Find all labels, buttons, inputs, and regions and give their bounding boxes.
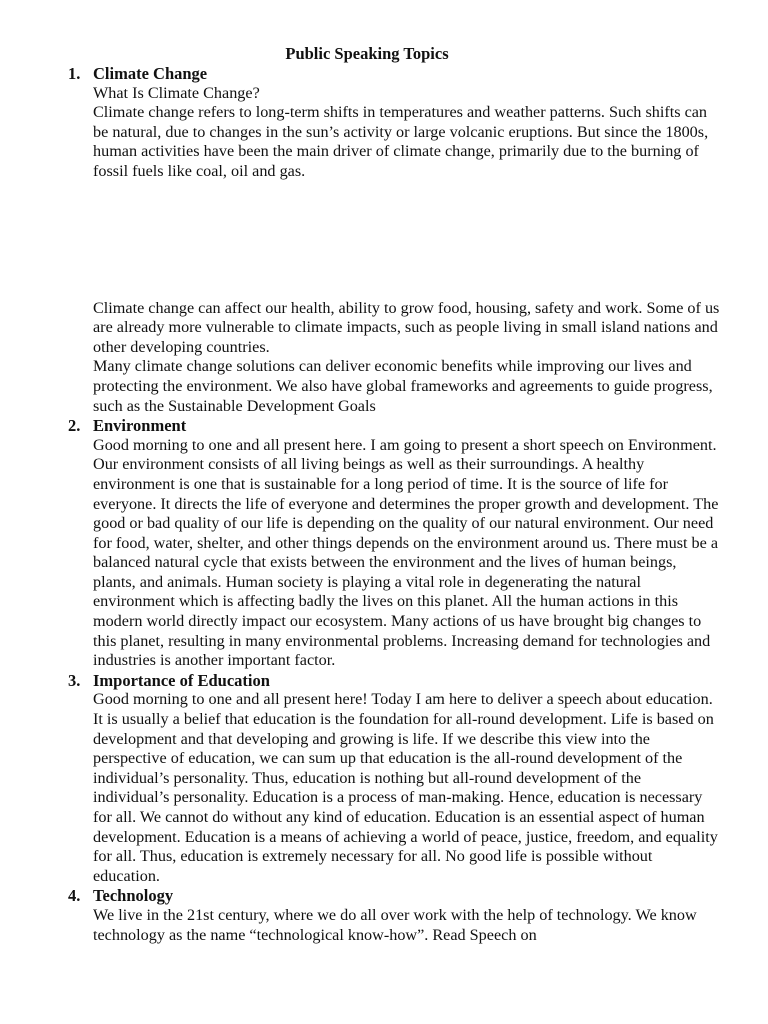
topic-subheading: What Is Climate Change? <box>93 83 260 102</box>
topic-list <box>0 64 768 945</box>
topic-paragraph: Climate change can affect our health, ability to grow food, housing, safety and work. Some of us are already more vulnerable to climate impacts, such as people living in small island nations and other developing countries. <box>93 298 720 356</box>
topic-technology <box>0 886 721 945</box>
topic-paragraph: Good morning to one and all present here. I am going to present a short speech on Environment. Our environment consists of all living beings as well as their surroundings. A healthy environment is one that is sustainable for a long period of time. It is the source of life for everyone. It directs the life of everyone and determines the proper growth and development. The good or bad quality of our life is depending on the quality of our natural environment. Our need for food, water, shelter, and other things depends on the environment around us. There must be a balanced natural cycle that exists between the environment and the lives of human beings, plants, and animals. Human society is playing a vital role in degenerating the natural environment which is affecting badly the lives on this planet. All the human actions in this modern world directly impact our ecosystem. Many actions of us have brought big changes to this planet, resulting in many environmental problems. Increasing demand for technologies and industries is another important factor. <box>93 435 719 670</box>
topic-paragraph: Many climate change solutions can deliver economic benefits while improving our lives and protecting the environment. We also have global frameworks and agreements to guide progress, such as the Sustainable Development Goals <box>93 357 713 415</box>
topic-paragraph: Climate change refers to long-term shifts in temperatures and weather patterns. Such shifts can be natural, due to changes in the sun’s activity or large volcanic eruptions. But since the 1800s, human activities have been the main driver of climate change, primarily due to the burning of fossil fuels like coal, oil and gas. <box>93 103 709 180</box>
topic-heading: Importance of Education <box>93 670 270 690</box>
topic-number: 1. <box>68 64 81 83</box>
topic-importance-of-education <box>0 671 721 887</box>
topic-climate-change <box>0 64 721 416</box>
topic-number: 4. <box>68 886 81 906</box>
topic-heading: Climate Change <box>93 64 208 83</box>
document-title: Public Speaking Topics <box>285 44 449 63</box>
topic-paragraph: Good morning to one and all present here! Today I am here to deliver a speech about education. It is usually a belief that education is the foundation for all-round development. Life is based on development and that developing and growing is life. If we describe this view into the perspective of education, we can sum up that education is the all-round development of the individual’s personality. Thus, education is nothing but all-round development of the individual’s personality. Education is a process of man-making. Hence, education is necessary for all. We cannot do without any kind of education. Education is an essential aspect of human development. Education is a means of achieving a world of peace, justice, freedom, and equality for all. Thus, education is extremely necessary for all. No good life is possible without education. <box>93 690 718 885</box>
topic-paragraph: We live in the 21st century, where we do all over work with the help of technology. We know technology as the name “technological know-how”. Read Speech on <box>93 905 697 944</box>
topic-number: 2. <box>68 416 81 436</box>
topic-heading: Environment <box>93 416 187 436</box>
topic-heading: Technology <box>93 886 174 906</box>
topic-number: 3. <box>68 670 81 690</box>
blank-space <box>93 182 721 299</box>
topic-environment <box>0 416 721 671</box>
